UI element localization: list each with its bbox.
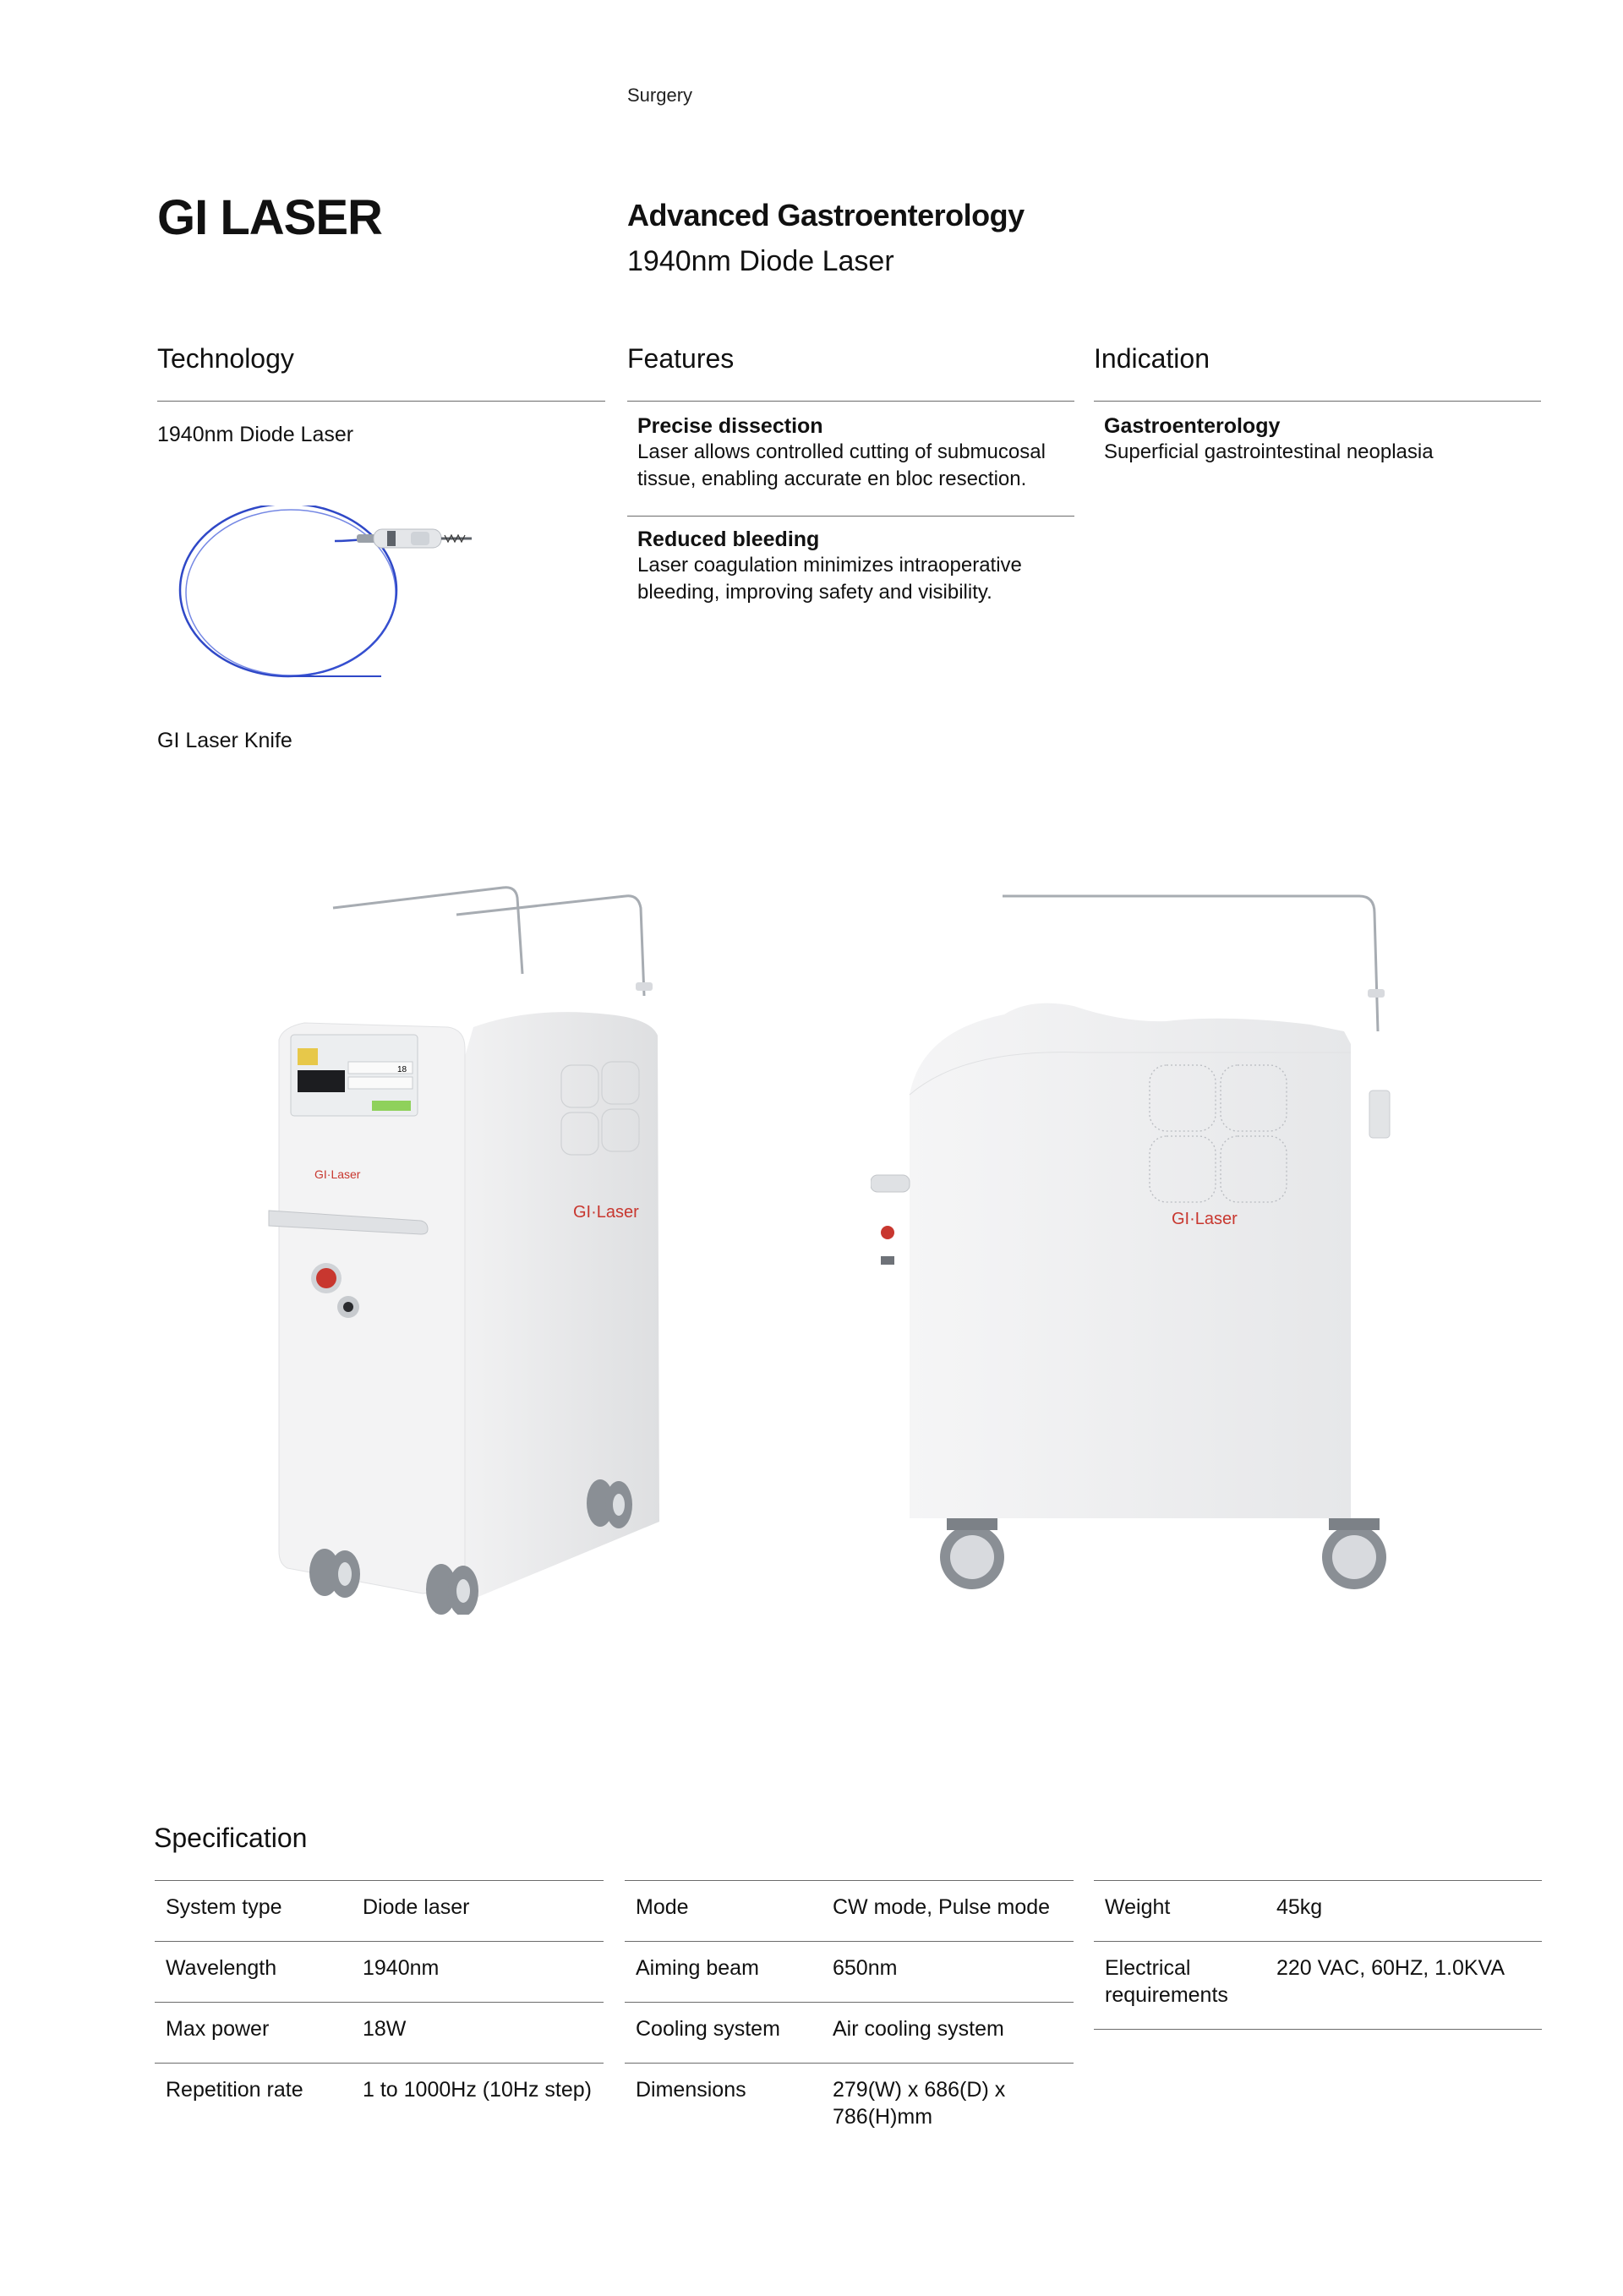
fiber-loop [180,506,396,676]
divider [155,2063,604,2064]
divider [625,1941,1074,1942]
divider [625,2002,1074,2003]
indication-title: Gastroenterology [1104,414,1281,438]
device-front-view [254,879,693,1615]
spec-label: Dimensions [636,2078,746,2102]
brand-logo: GI·Laser [1172,1210,1238,1228]
indication-heading: Indication [1094,343,1210,374]
category-label: Surgery [627,85,693,106]
spec-label: Aiming beam [636,1956,759,1980]
divider [625,1880,1074,1881]
spec-value: Diode laser [363,1895,470,1919]
spec-value: 650nm [833,1956,898,1980]
page-title: GI LASER [157,190,382,245]
divider [155,1880,604,1881]
spec-value: 45kg [1276,1895,1323,1919]
spec-label: Weight [1105,1895,1171,1919]
knife-handle [374,529,441,548]
brand-logo: GI·Laser [573,1203,639,1222]
spec-label: System type [166,1895,282,1919]
knife-caption: GI Laser Knife [157,729,292,752]
spec-value: 220 VAC, 60HZ, 1.0KVA [1276,1956,1506,1980]
technology-heading: Technology [157,343,294,374]
spec-value: Air cooling system [833,2017,1004,2041]
spec-value: 1 to 1000Hz (10Hz step) [363,2078,592,2102]
screen-value: 18 [397,1065,407,1074]
spec-label: Wavelength [166,1956,277,1980]
brand-logo: GI·Laser [314,1167,361,1181]
divider [1094,1941,1542,1942]
divider [1094,1880,1542,1881]
spec-value: CW mode, Pulse mode [833,1895,1051,1919]
spec-value: 1940nm [363,1956,440,1980]
spec-value: 279(W) x 686(D) x 786(H)mm [833,2078,1006,2129]
feature-description: Laser coagulation minimizes intraoperative bleeding, improving safety and visibility. [637,554,1022,604]
indication-description: Superficial gastrointestinal neoplasia [1104,440,1434,463]
divider [625,2063,1074,2064]
divider [627,516,1074,517]
feature-item [627,414,1074,493]
emergency-stop-button [316,1268,336,1288]
spec-label: Cooling system [636,2017,780,2041]
feature-item [627,528,1074,606]
side-handle [871,1175,910,1192]
spec-label: Max power [166,2017,270,2041]
spec-label: Repetition rate [166,2078,303,2102]
laser-knife-image [166,506,504,683]
product-wavelength: 1940nm Diode Laser [627,245,894,277]
indication-item [1094,414,1541,466]
divider [1094,401,1541,402]
feature-title: Precise dissection [637,414,823,438]
product-subtitle: Advanced Gastroenterology [627,198,1025,232]
divider [155,2002,604,2003]
key-switch [343,1302,353,1312]
spec-label: Mode [636,1895,689,1919]
spec-value: 18W [363,2017,407,2041]
divider [157,401,605,402]
divider [627,401,1074,402]
divider [1094,2029,1542,2030]
technology-text: 1940nm Diode Laser [157,423,354,446]
feature-description: Laser allows controlled cutting of submucosal tissue, enabling accurate en bloc resection. [637,440,1046,490]
specification-heading: Specification [154,1823,308,1853]
features-heading: Features [627,343,735,374]
device-side-view [871,879,1412,1615]
divider [155,1941,604,1942]
spec-label: Electrical requirements [1105,1956,1228,2007]
feature-title: Reduced bleeding [637,528,820,551]
caster-wheels [940,1518,1386,1589]
